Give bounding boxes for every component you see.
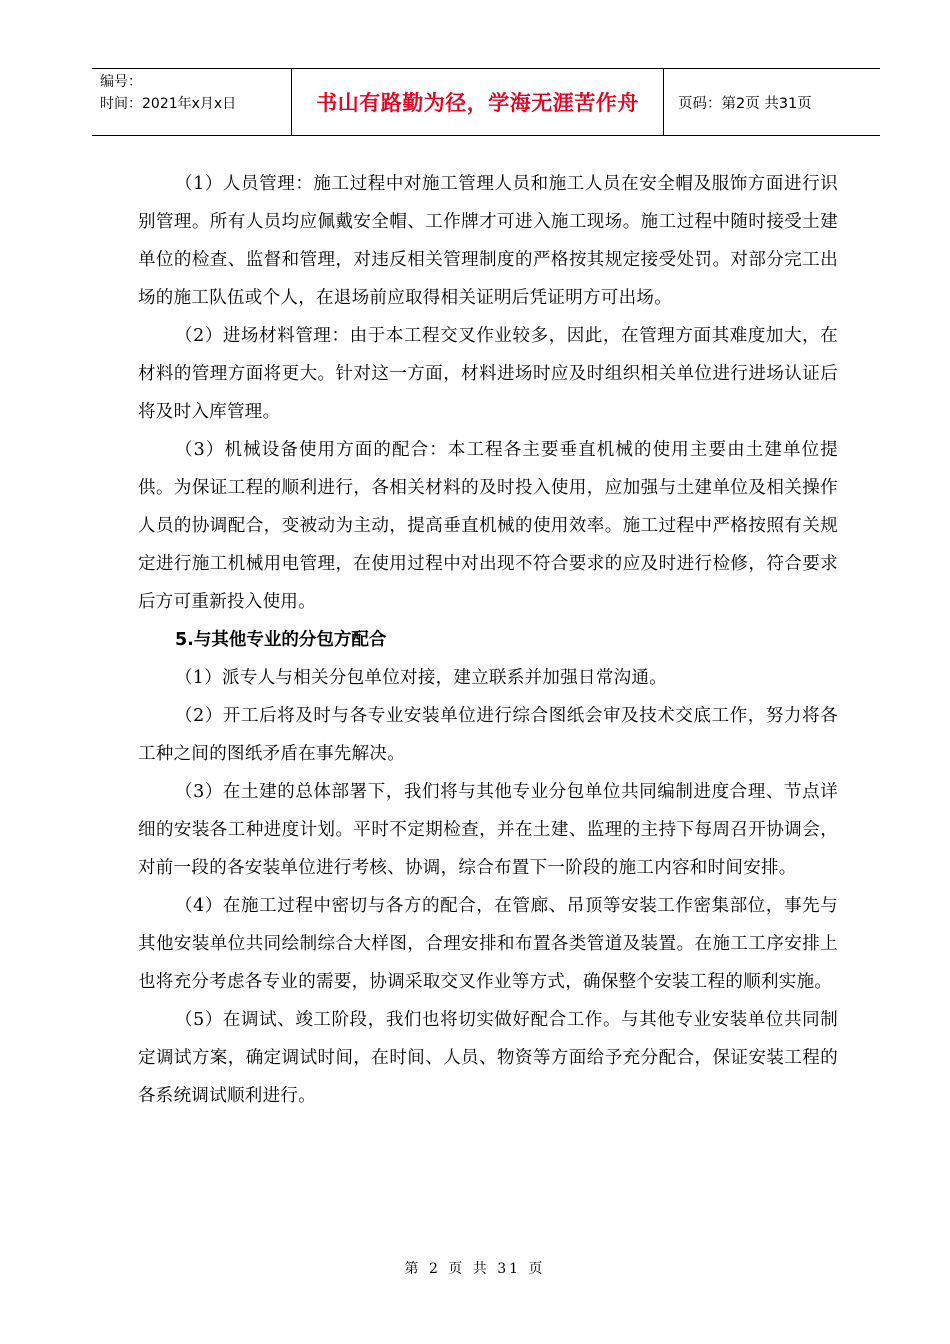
header-page-info: 页码：第2页 共31页 [678,95,812,112]
paragraph-personnel: （1）人员管理：施工过程中对施工管理人员和施工人员在安全帽及服饰方面进行识别管理。所有人员均应佩戴安全帽、工作牌才可进入施工现场。施工过程中随时接受土建单位的检查、监督和管理，对违反相关管理制度的严格按其规定接受处罚。对部分完工出场的施工队伍或个人，在退场前应取得相关证明后凭证明方可出场。 [138,174,838,308]
document-time-label: 时间：2021年x月x日 [100,96,237,112]
page-footer: 第 2 页 共 31 页 [404,1261,546,1277]
document-number-label: 编号： [100,74,142,90]
document-body [138,165,838,1115]
page-header [92,68,880,136]
header-meta [92,69,292,135]
section-paragraph-1: （1）派专人与相关分包单位对接，建立联系并加强日常沟通。 [175,668,668,688]
paragraph-machinery: （3）机械设备使用方面的配合：本工程各主要垂直机械的使用主要由土建单位提供。为保证工程的顺利进行，各相关材料的及时投入使用，应加强与土建单位及相关操作人员的协调配合，变被动为主动，提高垂直机械的使用效率。施工过程中严格按照有关规定进行施工机械用电管理，在使用过程中对出现不符合要求的应及时进行检修，符合要求后方可重新投入使用。 [138,440,838,612]
section-paragraph-3: （3）在土建的总体部署下，我们将与其他专业分包单位共同编制进度合理、节点详细的安装各工种进度计划。平时不定期检查，并在土建、监理的主持下每周召开协调会，对前一段的各安装单位进行考核、协调，综合布置下一阶段的施工内容和时间安排。 [138,782,838,878]
section-paragraph-2: （2）开工后将及时与各专业安装单位进行综合图纸会审及技术交底工作，努力将各工种之间的图纸矛盾在事先解决。 [138,706,838,764]
section-heading: 5.与其他专业的分包方配合 [175,630,387,650]
paragraph-materials: （2）进场材料管理：由于本工程交叉作业较多，因此，在管理方面其难度加大，在材料的管理方面将更大。针对这一方面，材料进场时应及时组织相关单位进行进场认证后将及时入库管理。 [138,326,838,422]
header-motto: 书山有路勤为径，学海无涯苦作舟 [292,69,664,135]
section-paragraph-4: （4）在施工过程中密切与各方的配合，在管廊、吊顶等安装工作密集部位，事先与其他安装单位共同绘制综合大样图，合理安排和布置各类管道及装置。在施工工序安排上也将充分考虑各专业的需要，协调采取交叉作业等方式，确保整个安装工程的顺利实施。 [138,896,838,992]
section-paragraph-5: （5）在调试、竣工阶段，我们也将切实做好配合工作。与其他专业安装单位共同制定调试方案，确定调试时间，在时间、人员、物资等方面给予充分配合，保证安装工程的各系统调试顺利进行。 [138,1010,838,1106]
